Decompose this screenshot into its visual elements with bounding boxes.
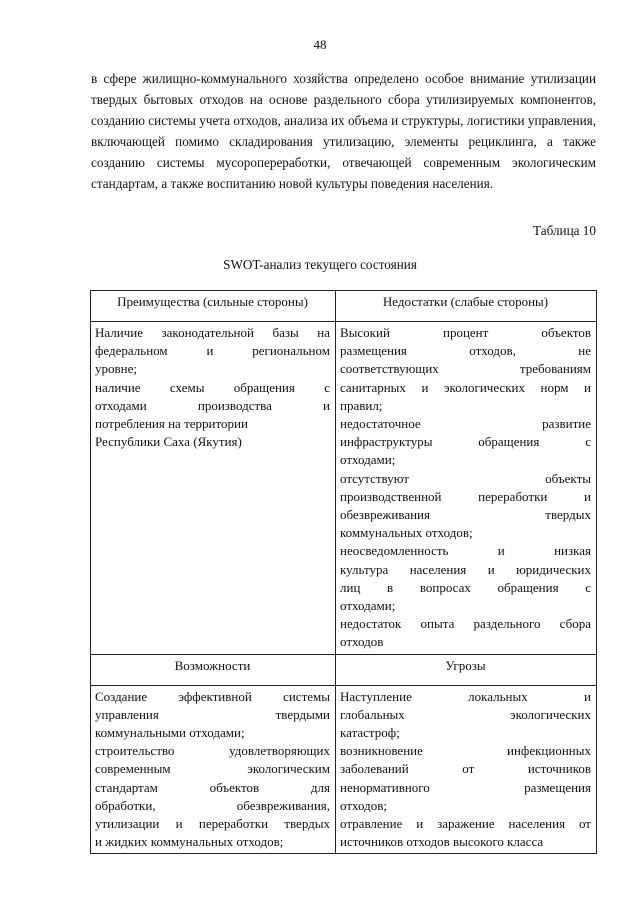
cell-text-line: федеральном и региональном <box>95 343 330 359</box>
cell-text-line: отравление и заражение населения от <box>340 816 591 832</box>
cell-text-line: возникновение инфекционных <box>340 743 591 759</box>
swot-body-row-bottom <box>91 685 597 854</box>
cell-text-line: инфраструктуры обращения с <box>340 434 591 450</box>
cell-text-line: культура населения и юридических <box>340 561 591 577</box>
cell-text-line: неосведомленность и низкая <box>340 543 591 559</box>
cell-text-line: отходами; <box>340 598 396 614</box>
weaknesses-cell <box>336 322 597 655</box>
cell-text-line: стандартам объектов для <box>95 779 330 795</box>
cell-text-line: производственной переработки и <box>340 488 591 504</box>
cell-text-line: отходов <box>340 634 384 650</box>
table-title: SWOT-анализ текущего состояния <box>223 257 417 272</box>
cell-text-line: глобальных экологических <box>340 706 591 722</box>
threats-cell <box>336 685 597 854</box>
cell-text-line: обработки, обезвреживания, <box>95 797 330 813</box>
cell-text-line: отходами производства и <box>95 397 330 413</box>
cell-text-line: правил; <box>340 397 383 413</box>
cell-text-line: отходов; <box>340 797 388 813</box>
cell-text-line: соответствующих требованиям <box>340 361 591 377</box>
page-number: 48 <box>313 37 327 52</box>
swot-header-row-bottom <box>91 654 597 685</box>
cell-text-line: ненормативного размещения <box>340 779 591 795</box>
cell-text-line: отходами; <box>340 452 396 468</box>
cell-text-line: потребления на территории <box>95 416 248 432</box>
cell-text-line: коммунальными отходами; <box>95 725 245 741</box>
cell-text-line: утилизации и переработки твердых <box>95 816 330 832</box>
cell-text-line: коммунальных отходов; <box>340 525 473 541</box>
cell-text-line: источников отходов высокого класса <box>340 834 544 850</box>
cell-text-line: Создание эффективной системы <box>95 688 330 704</box>
opportunities-header: Возможности <box>91 654 336 685</box>
strengths-header: Преимущества (сильные стороны) <box>91 291 336 322</box>
cell-text-line: строительство удовлетворяющих <box>95 743 330 759</box>
cell-text-line: недостаточное развитие <box>340 416 591 432</box>
cell-text-line: управления твердыми <box>95 706 330 722</box>
swot-body-row-top <box>91 322 597 655</box>
cell-text-line: недостаток опыта раздельного сбора <box>340 616 591 632</box>
cell-text-line: уровне; <box>95 361 137 377</box>
cell-text-line: Наступление локальных и <box>340 688 591 704</box>
strengths-cell <box>91 322 336 655</box>
swot-table <box>90 290 597 854</box>
cell-text-line: размещения отходов, не <box>340 343 591 359</box>
body-paragraph: в сфере жилищно-коммунального хозяйства определено особое внимание утилизации твердых бытовых отходов на основе раздельного сбора утилизируемых компонентов, созданию системы учета отходов, анализа их объема и структуры, логистики управления, включающей помимо складирования утилизацию, элементы рециклинга, а также созданию системы мусоропереработки, отвечающей современным экологическим стандартам, а также воспитанию новой культуры поведения населения. <box>91 71 596 191</box>
cell-text-line: обезвреживания твердых <box>340 507 591 523</box>
cell-text-line: санитарных и экологических норм и <box>340 379 591 395</box>
table-label: Таблица 10 <box>533 223 596 238</box>
cell-text-line: и жидких коммунальных отходов; <box>95 834 284 850</box>
cell-text-line: отсутствуют объекты <box>340 470 591 486</box>
cell-text-line: Наличие законодательной базы на <box>95 325 330 340</box>
opportunities-cell <box>91 685 336 854</box>
cell-text-line: лиц в вопросах обращения с <box>340 579 591 595</box>
threats-header: Угрозы <box>336 654 597 685</box>
cell-text-line: Республики Саха (Якутия) <box>95 434 242 450</box>
cell-text-line: катастроф; <box>340 725 400 741</box>
cell-text-line: наличие схемы обращения с <box>95 379 330 395</box>
cell-text-line: современным экологическим <box>95 761 330 777</box>
cell-text-line: Высокий процент объектов <box>340 325 591 340</box>
weaknesses-header: Недостатки (слабые стороны) <box>336 291 597 322</box>
cell-text-line: заболеваний от источников <box>340 761 591 777</box>
swot-header-row-top <box>91 291 597 322</box>
